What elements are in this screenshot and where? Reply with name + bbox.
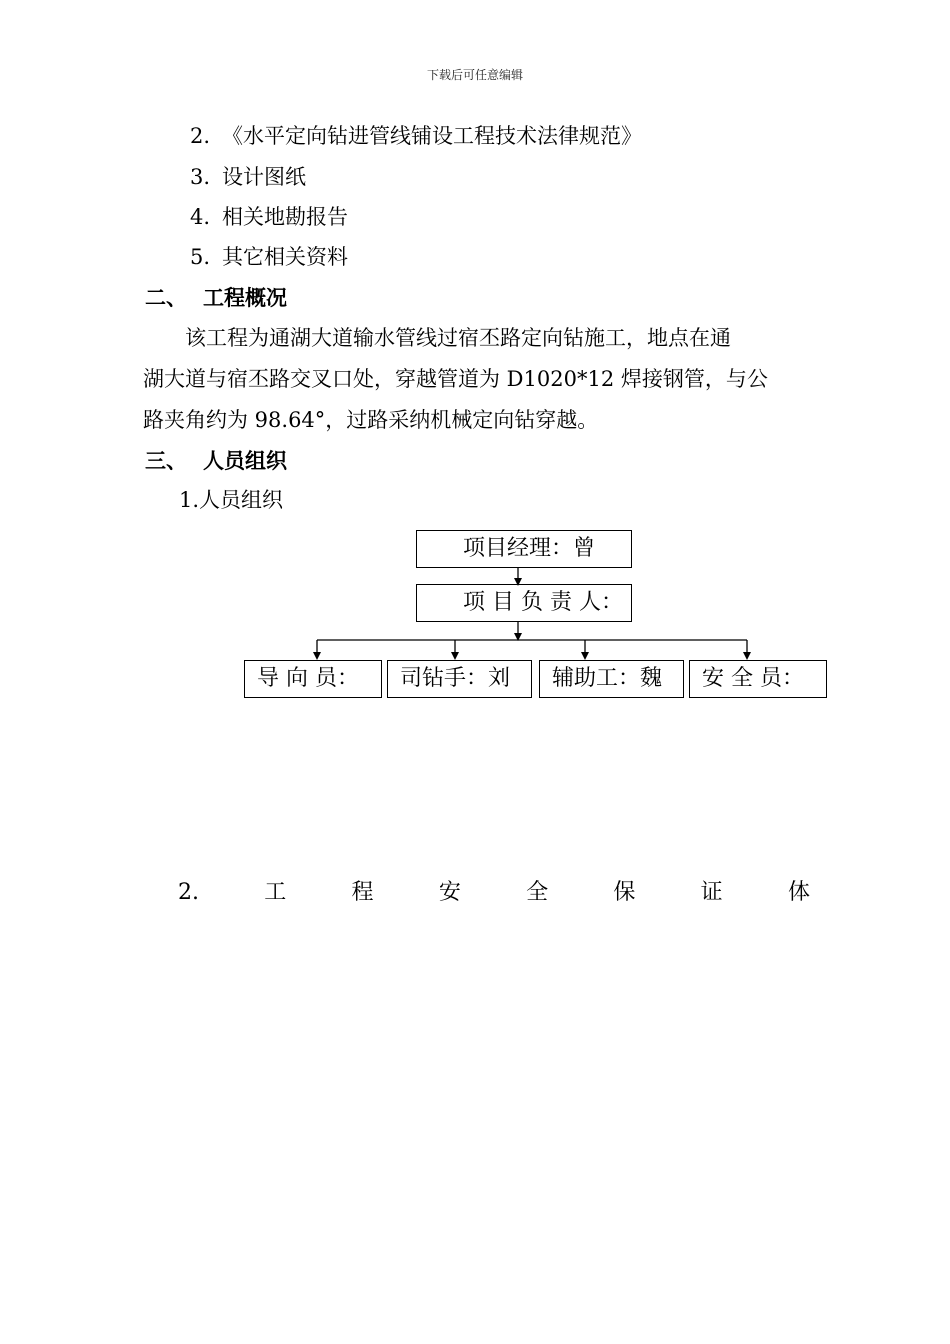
safety-heading-char: 工 xyxy=(264,880,287,905)
basis-item-number: 2. xyxy=(190,124,211,148)
org-box-project-manager: 项目经理：曾 xyxy=(416,530,632,568)
org-box-safety-officer: 安 全 员： xyxy=(689,660,827,698)
safety-heading-char: 体 xyxy=(787,880,810,905)
safety-heading-char: 证 xyxy=(700,880,723,905)
subheading-personnel: 1.人员组织 xyxy=(179,488,284,512)
basis-item-number: 3. xyxy=(190,165,211,189)
section-number: 二、 xyxy=(145,286,187,310)
basis-item-text: 相关地勘报告 xyxy=(222,205,349,229)
safety-heading-char: 安 xyxy=(438,880,461,905)
section-title: 人员组织 xyxy=(203,449,287,473)
org-box-guide: 导 向 员： xyxy=(244,660,382,698)
safety-heading-char: 2. xyxy=(178,880,199,905)
overview-line: 该工程为通湖大道输水管线过宿丕路定向钻施工，地点在通 xyxy=(143,326,731,350)
basis-item-text: 其它相关资料 xyxy=(222,245,349,269)
org-box-project-lead: 项 目 负 责 人： xyxy=(416,584,632,622)
page-header: 下载后可任意编辑 xyxy=(426,68,523,82)
safety-heading-char: 程 xyxy=(351,880,374,905)
basis-item-text: 设计图纸 xyxy=(222,165,307,189)
section-title: 工程概况 xyxy=(203,286,287,310)
org-box-driller: 司钻手：刘 xyxy=(387,660,532,698)
overview-line: 湖大道与宿丕路交叉口处，穿越管道为 D1020*12 焊接钢管，与公 xyxy=(143,367,768,391)
section-number: 三、 xyxy=(145,449,187,473)
basis-item-text: 《水平定向钻进管线铺设工程技术法律规范》 xyxy=(222,124,643,148)
subheading-safety-system xyxy=(178,882,810,904)
basis-item-number: 5. xyxy=(190,245,211,269)
safety-heading-char: 全 xyxy=(526,880,549,905)
basis-item-number: 4. xyxy=(190,205,211,229)
safety-heading-char: 保 xyxy=(613,880,636,905)
overview-line: 路夹角约为 98.64°，过路采纳机械定向钻穿越。 xyxy=(143,408,599,432)
org-box-assistant: 辅助工：魏 xyxy=(539,660,684,698)
